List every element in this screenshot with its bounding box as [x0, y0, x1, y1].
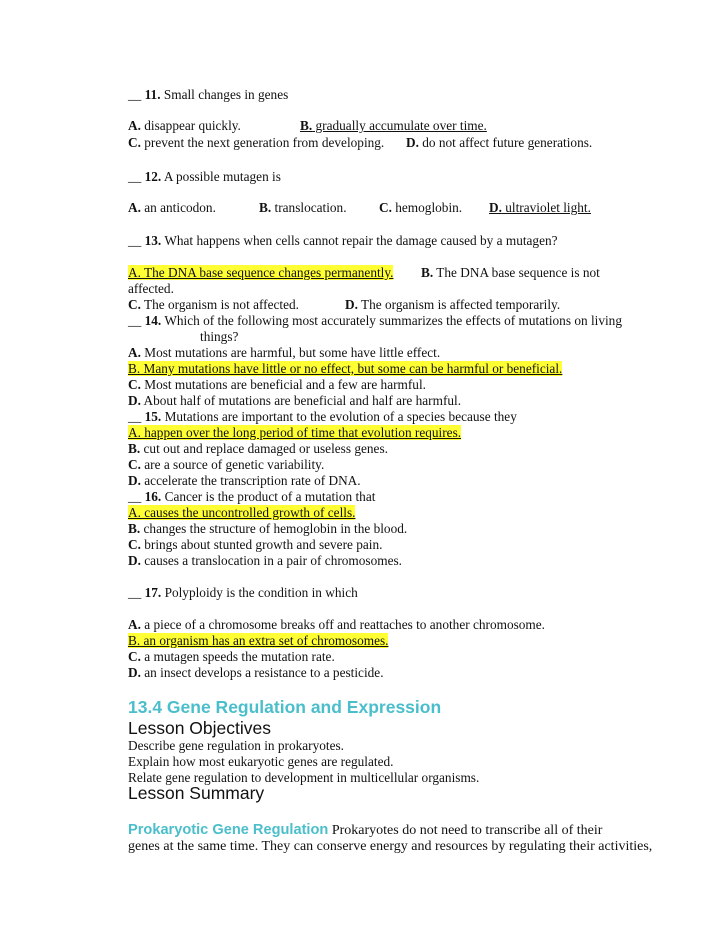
q11-option-b: B. gradually accumulate over time. [300, 118, 487, 133]
q17-option-d: D. an insect develops a resistance to a pesticide. [128, 665, 384, 680]
q11-options-row2 [128, 135, 593, 151]
summary-paragraph-line1: Prokaryotic Gene Regulation Prokaryotes do not need to transcribe all of their [128, 822, 603, 838]
question-12: __ 12. A possible mutagen is [128, 169, 281, 184]
question-13: __ 13. What happens when cells cannot repair the damage caused by a mutagen? [128, 233, 558, 248]
question-text: Small changes in genes [160, 87, 289, 102]
question-11 [128, 87, 288, 103]
answer-blank: __ [128, 87, 145, 102]
q15-option-b: B. cut out and replace damaged or useless genes. [128, 441, 388, 456]
q14-option-b-highlighted: B. Many mutations have little or no effect, but some can be harmful or beneficial. [128, 361, 563, 376]
q16-option-c: C. brings about stunted growth and severe pain. [128, 537, 383, 552]
question-14: __ 14. Which of the following most accurately summarizes the effects of mutations on living [128, 313, 622, 328]
q12-options [128, 200, 591, 216]
q17-option-b-highlighted: B. an organism has an extra set of chromosomes. [128, 633, 389, 648]
subheading-prokaryotic-gene-regulation: Prokaryotic Gene Regulation [128, 822, 329, 838]
q13-option-d: D. The organism is affected temporarily. [345, 297, 561, 312]
question-14-cont: things? [200, 329, 239, 344]
q12-option-a: A. an anticodon. [128, 200, 216, 215]
q13-options-row3 [128, 297, 561, 313]
objective-item: Explain how most eukaryotic genes are regulated. [128, 754, 394, 769]
q14-option-d: D. About half of mutations are beneficial and half are harmful. [128, 393, 462, 408]
question-17: __ 17. Polyploidy is the condition in which [128, 585, 358, 600]
q11-option-c: C. prevent the next generation from developing. [128, 135, 385, 150]
summary-heading: Lesson Summary [128, 783, 265, 803]
section-title: Gene Regulation and Expression [162, 697, 442, 717]
q13-option-a-highlighted: A. The DNA base sequence changes permanently. [128, 265, 394, 280]
q11-option-a: A. disappear quickly. [128, 118, 241, 133]
q15-option-d: D. accelerate the transcription rate of DNA. [128, 473, 361, 488]
q11-options-row1 [128, 118, 487, 134]
q13-option-c: C. The organism is not affected. [128, 297, 299, 312]
q12-option-d: D. ultraviolet light. [489, 200, 591, 215]
q11-option-d: D. do not affect future generations. [406, 135, 593, 150]
objective-item: Describe gene regulation in prokaryotes. [128, 738, 344, 753]
summary-paragraph-line2: genes at the same time. They can conserve energy and resources by regulating their activities, [128, 839, 653, 854]
q15-option-a-highlighted: A. happen over the long period of time that evolution requires. [128, 425, 462, 440]
section-number: 13.4 [128, 697, 163, 717]
q16-option-a-highlighted: A. causes the uncontrolled growth of cells. [128, 505, 356, 520]
question-15: __ 15. Mutations are important to the evolution of a species because they [128, 409, 517, 424]
q13-option-b-cont: affected. [128, 281, 174, 296]
q15-option-c: C. are a source of genetic variability. [128, 457, 325, 472]
objective-item: Relate gene regulation to development in multicellular organisms. [128, 770, 480, 785]
objectives-heading: Lesson Objectives [128, 718, 271, 738]
q14-option-a: A. Most mutations are harmful, but some have little effect. [128, 345, 441, 360]
q17-option-a: A. a piece of a chromosome breaks off and reattaches to another chromosome. [128, 617, 545, 632]
question-number: 11. [144, 87, 161, 102]
q13-option-b: B. The DNA base sequence is not [421, 265, 600, 280]
q17-option-c: C. a mutagen speeds the mutation rate. [128, 649, 335, 664]
q12-option-c: C. hemoglobin. [379, 200, 463, 215]
q14-option-c: C. Most mutations are beneficial and a few are harmful. [128, 377, 426, 392]
section-heading [128, 696, 441, 718]
q13-options-row1 [128, 265, 600, 281]
q16-option-d: D. causes a translocation in a pair of chromosomes. [128, 553, 402, 568]
q16-option-b: B. changes the structure of hemoglobin in the blood. [128, 521, 408, 536]
question-16: __ 16. Cancer is the product of a mutation that [128, 489, 376, 504]
q12-option-b: B. translocation. [259, 200, 347, 215]
